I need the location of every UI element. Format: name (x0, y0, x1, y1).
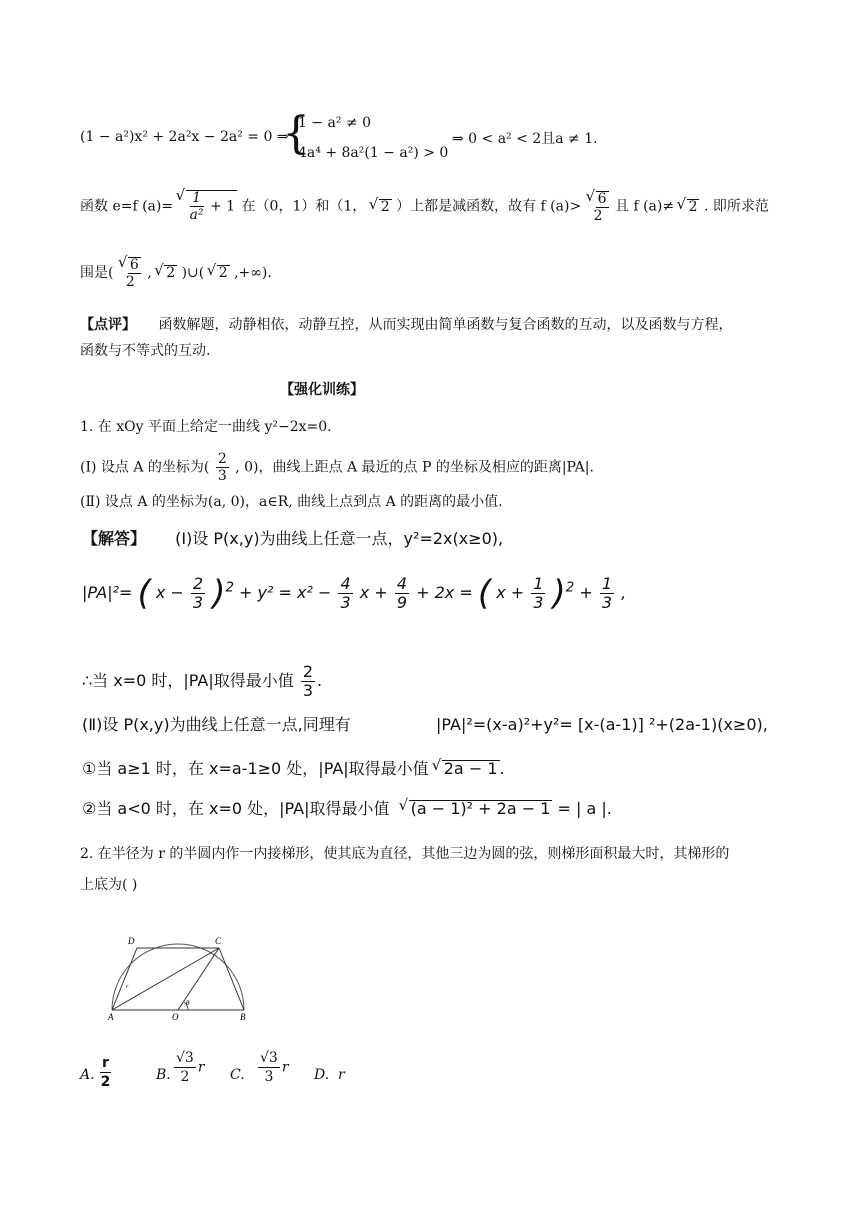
option-B[interactable] (172, 1050, 205, 1085)
radius-OC (178, 948, 219, 1010)
option-A[interactable] (98, 1055, 113, 1090)
text-segment: (Ⅰ) 设点 A 的坐标为( (80, 459, 210, 476)
solution-line-6 (82, 800, 612, 817)
label-D: D (128, 936, 135, 946)
denominator: 3 (264, 1069, 274, 1085)
solution-line-2: |PA|²= ( x − $\frac{2}{3}$ )$^2$ + y² = x² − $\frac{4}{3}$ x + $\frac{4}{9}$ + 2x = ( x + $\frac{1}{3}$ )$^2$ + $\frac{1}{3}$ , (82, 573, 627, 614)
comment-label: 【点评】 (80, 317, 136, 333)
sqrt-6: √ 6 (128, 257, 141, 274)
denominator: 2 (125, 274, 135, 290)
fraction (191, 576, 205, 611)
text-segment: , 0)，曲线上距点 A 最近的点 P 的坐标及相应的距离|PA|. (235, 459, 594, 476)
numerator: 1 (533, 574, 544, 593)
numerator: r (102, 1055, 109, 1071)
numerator: 2 (302, 662, 314, 681)
label-B: B (240, 1012, 246, 1020)
fraction (120, 257, 141, 289)
numerator: √3 (176, 1050, 194, 1066)
numerator: 4 (396, 574, 407, 593)
text-segment: x + (496, 583, 525, 602)
text-segment: + (579, 583, 593, 602)
chord-AC (112, 948, 219, 1010)
label-O: O (172, 1012, 179, 1020)
solution-text: (Ⅰ)设 P(x,y)为曲线上任意一点，y²=2x(x≥0), (175, 529, 504, 548)
comment-text-1: 函数解题，动静相依，动静互控，从而实现由简单函数与复合函数的互动，以及函数与方程， (158, 317, 733, 333)
numerator: √3 (260, 1050, 278, 1066)
option-D-label: D. (314, 1067, 330, 1083)
denominator: 3 (217, 468, 227, 484)
text-segment: + y² = x² − (239, 583, 332, 602)
q2-stem-1: 2. 在半径为 r 的半圆内作一内接梯形，使其底为直径，其他三边为圆的弦，则梯形面积最大时，其梯形的 (80, 846, 730, 862)
text-segment: 函数 e=f (a)= (80, 198, 174, 215)
solution-line-4b: |PA|²=(x-a)²+y²= [x-(a-1)] ²+(2a-1)(x≥0), (436, 715, 768, 734)
semicircle-arc (112, 944, 244, 1010)
text-segment: 且 f (a)≠ (615, 198, 675, 215)
denominator: 3 (340, 593, 351, 612)
variable-r: r (281, 1059, 289, 1076)
denominator: 2 (593, 207, 603, 224)
equation-line-1 (80, 130, 289, 144)
sqrt-6: √ 6 (596, 191, 609, 208)
fraction (600, 576, 614, 611)
semicircle-trapezoid-figure (100, 920, 260, 1020)
label-C: C (215, 936, 222, 946)
paren: ( (477, 573, 492, 614)
text-segment: 在（0，1）和（1， (241, 198, 367, 215)
fraction (190, 191, 204, 222)
text-segment: )∪( (181, 265, 205, 281)
fraction (174, 1050, 196, 1085)
text-segment: , (147, 265, 152, 281)
numerator: 4 (340, 574, 351, 593)
fraction (588, 191, 609, 223)
function-line (80, 190, 769, 223)
brace: { (282, 108, 310, 159)
range-line (80, 257, 272, 289)
sqrt-expr: √ (a − 1)² + 2a − 1 (409, 800, 553, 817)
text-segment: + 2x = (416, 583, 473, 602)
text-segment: = | a |. (557, 799, 612, 818)
solution-line-3: ∴当 x=0 时，|PA|取得最小值 $\frac{2}{3}$ . (82, 662, 323, 700)
fraction (100, 1055, 111, 1090)
text-segment: ②当 a<0 时，在 x=0 处，|PA|取得最小值 (82, 799, 390, 818)
text-segment: ∴当 x=0 时，|PA|取得最小值 (82, 671, 294, 690)
text-segment: |PA|²= (82, 583, 133, 602)
q1-part1 (80, 452, 594, 483)
solution-line-5: ①当 a≥1 时，在 x=a-1≥0 处，|PA|取得最小值 √ 2a − 1 . (82, 760, 505, 777)
numerator: √ 1 (190, 191, 204, 207)
solution-line-4 (82, 717, 351, 733)
paren: ( (137, 573, 151, 614)
side-AD (112, 948, 137, 1010)
option-C-label: C. (230, 1067, 245, 1083)
denominator: a² (189, 207, 204, 223)
label-A: A (108, 1012, 114, 1020)
comment-line-1 (80, 318, 732, 332)
fraction (216, 452, 229, 483)
q1-stem: 1. 在 xOy 平面上给定一曲线 y²−2x=0. (80, 419, 332, 435)
text-segment: ,+∞). (234, 265, 272, 281)
sqrt-expr: √ $\frac{1}{\text{a²}}$ + 1 (186, 190, 238, 222)
section-title: 【强化训练】 (280, 382, 364, 398)
label-r: r (126, 984, 129, 990)
text-segment: ①当 a≥1 时，在 x=a-1≥0 处，|PA|取得最小值 (82, 759, 429, 778)
fraction (338, 576, 352, 611)
option-C[interactable] (256, 1050, 289, 1085)
solution-label: 【解答】 (82, 529, 147, 548)
comment-text-2: 函数与不等式的互动. (80, 343, 211, 359)
sqrt-2: √ 2 (687, 199, 700, 214)
numerator: 2 (192, 574, 204, 593)
option-D[interactable]: r (338, 1067, 345, 1083)
side-CB (219, 948, 244, 1010)
sqrt-expr: √ 2a − 1 (442, 760, 500, 777)
sqrt-2: √ 2 (379, 199, 392, 214)
solution-line-1 (82, 531, 503, 547)
eq1-lhs: (1 − a²)x² + 2a²x − 2a² = 0 ⇒ (80, 129, 289, 145)
variable-r: r (197, 1059, 205, 1076)
numerator: 1 (601, 574, 613, 593)
eq1-case1: 1 − a² ≠ 0 (298, 115, 372, 131)
paren: ) (552, 573, 566, 614)
q1-part2: (Ⅱ) 设点 A 的坐标为(a, 0)，a∈R, 曲线上点到点 A 的距离的最小值. (80, 494, 503, 510)
fraction (531, 576, 545, 611)
eq1-rhs: ⇒ 0 < a² < 2且a ≠ 1. (452, 131, 598, 147)
label-theta: θ (186, 999, 190, 1007)
fraction (258, 1050, 280, 1085)
text-segment: ）上都是减函数，故有 f (a)> (396, 198, 582, 215)
option-B-label: B. (156, 1067, 171, 1083)
text-segment: x + (359, 583, 388, 602)
fraction (395, 576, 409, 611)
numerator: 2 (217, 451, 227, 467)
denominator: 2 (180, 1069, 190, 1085)
q2-stem-2: 上底为( ) (80, 877, 138, 893)
sqrt-2: √ 2 (164, 265, 177, 280)
denominator: 3 (302, 681, 314, 700)
option-A-label: A. (80, 1067, 95, 1083)
text-segment: 围是( (80, 265, 114, 281)
paren: ) (212, 573, 226, 614)
text-segment: . 即所求范 (703, 198, 769, 215)
denominator: 3 (192, 593, 204, 612)
denominator: 3 (533, 593, 544, 612)
denominator: 9 (396, 593, 407, 612)
text-segment: x − (155, 583, 184, 602)
denominator: 3 (601, 593, 613, 612)
fraction (301, 664, 315, 699)
eq1-case2: 4a⁴ + 8a²(1 − a²) > 0 (298, 145, 449, 161)
sqrt-2: √ 2 (217, 265, 230, 280)
denominator: 2 (100, 1074, 111, 1090)
text-segment: (Ⅱ)设 P(x,y)为曲线上任意一点,同理有 (82, 715, 351, 734)
